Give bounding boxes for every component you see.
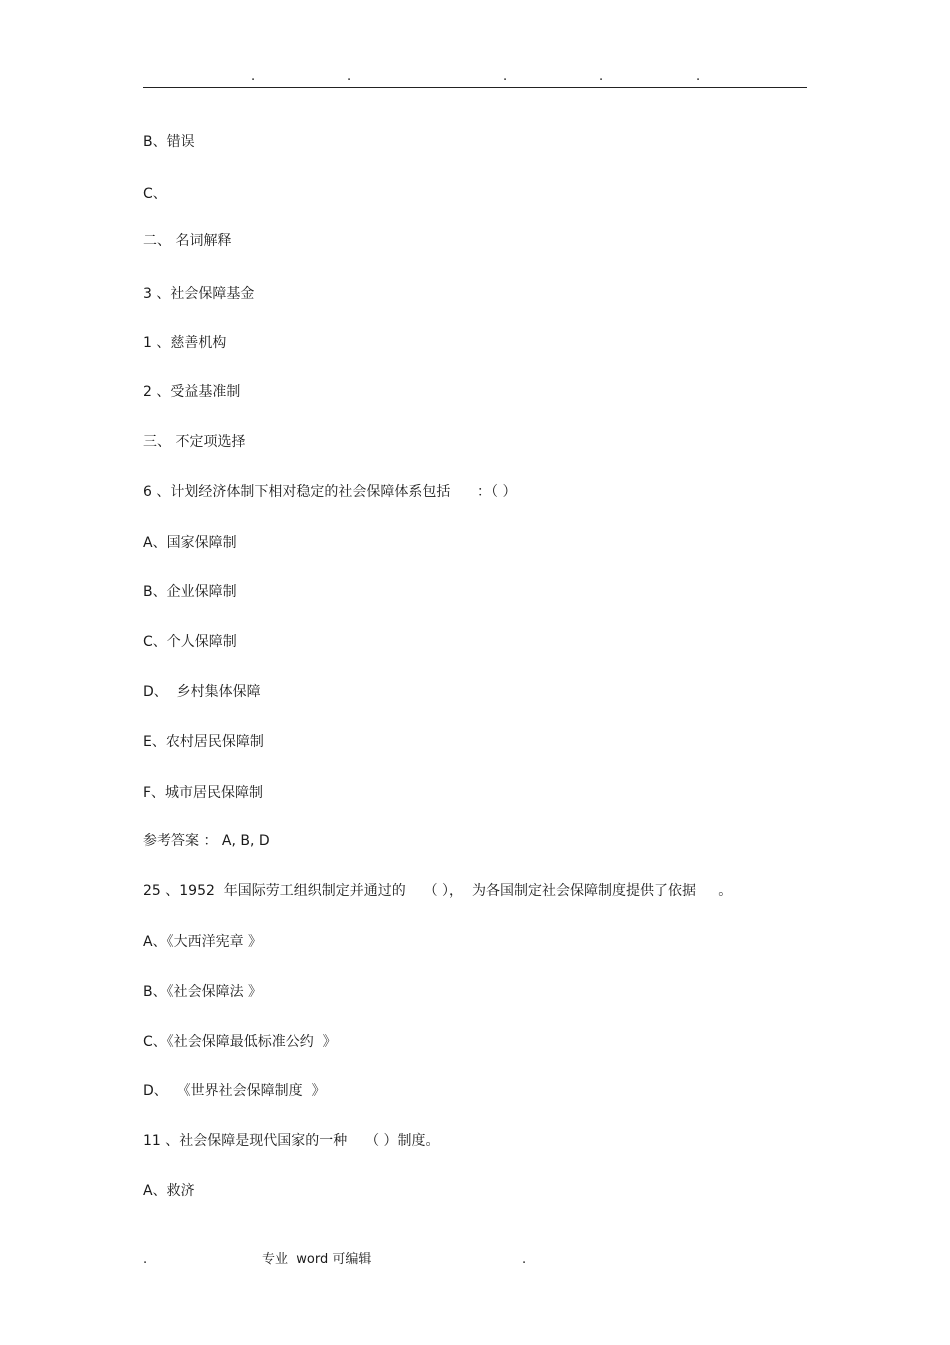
answer-option: A、《大西洋宪章 》: [143, 934, 263, 950]
answer-option: A、国家保障制: [143, 535, 237, 551]
answer-option: B、《社会保障法 》: [143, 984, 263, 1000]
page-footer: [0, 1251, 950, 1269]
reference-answer: 参考答案 ： A, B, D: [143, 833, 270, 849]
header-dot: .: [599, 69, 604, 84]
footer-right-dot: .: [522, 1252, 527, 1267]
answer-option: F、城市居民保障制: [143, 785, 264, 801]
text-line: 1 、慈善机构: [143, 335, 227, 351]
answer-option: C、《社会保障最低标准公约 》: [143, 1034, 337, 1050]
page-header-dots: [0, 70, 950, 84]
answer-option: A、救济: [143, 1183, 195, 1199]
header-dot: .: [696, 69, 701, 84]
footer-text: 专业 word 可编辑: [262, 1252, 372, 1267]
question-text: 6 、计划经济体制下相对稳定的社会保障体系包括 ：（ ）: [143, 484, 517, 500]
header-dot: .: [347, 69, 352, 84]
answer-option: C、个人保障制: [143, 634, 237, 650]
section-heading: 二、 名词解释: [143, 233, 232, 249]
text-line: 3 、社会保障基金: [143, 286, 255, 302]
answer-option: E、农村居民保障制: [143, 734, 264, 750]
text-line: C、: [143, 186, 167, 202]
text-line: 2 、受益基准制: [143, 384, 241, 400]
footer-left-dot: .: [143, 1252, 148, 1267]
question-text: 11 、社会保障是现代国家的一种 （ ）制度。: [143, 1133, 440, 1149]
answer-option: D、 乡村集体保障: [143, 684, 261, 700]
answer-option: B、企业保障制: [143, 584, 237, 600]
header-rule: [143, 87, 807, 88]
text-line: B、错误: [143, 134, 195, 150]
header-dot: .: [251, 69, 256, 84]
question-text: 25 、1952 年国际劳工组织制定并通过的 （ ）， 为各国制定社会保障制度提供了依据 。: [143, 883, 733, 899]
header-dot: .: [503, 69, 508, 84]
answer-option: D、 《世界社会保障制度 》: [143, 1083, 326, 1099]
section-heading: 三、 不定项选择: [143, 434, 246, 450]
